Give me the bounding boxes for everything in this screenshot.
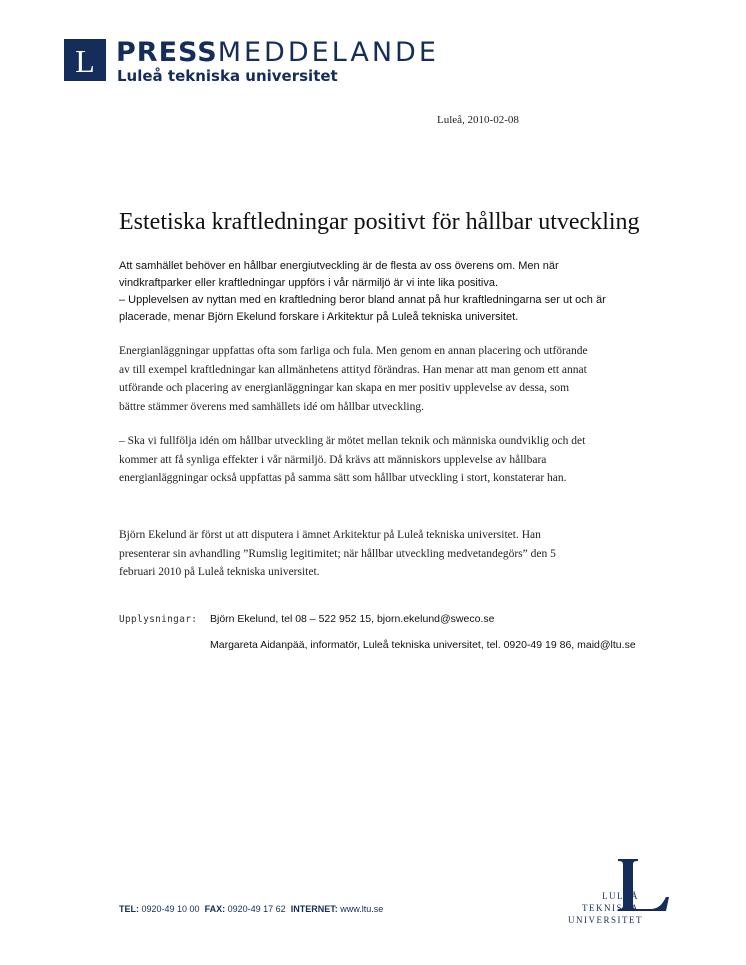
tel-label: TEL: — [119, 904, 139, 914]
paragraph-line: utförande och placering av energianläggningar kan skapa en mer positiv upplevelse av dessa, som — [119, 382, 570, 394]
ingress-line: – Upplevelsen av nyttan med en kraftledning beror bland annat på hur kraftledningarna ser ut och är — [119, 294, 606, 306]
paragraph-line: energianläggningar också uppfattas på samma sätt som hållbar utveckling i stort, konstaterar han. — [119, 472, 567, 484]
footer-contact — [119, 904, 383, 914]
headline: Estetiska kraftledningar positivt för hållbar utveckling — [119, 209, 640, 235]
fax-label: FAX: — [204, 904, 226, 914]
contact-line: Björn Ekelund, tel 08 – 522 952 15, bjorn.ekelund@sweco.se — [210, 613, 495, 625]
body-paragraph — [119, 432, 639, 488]
contact-line: Margareta Aidanpää, informatör, Luleå tekniska universitet, tel. 0920-49 19 86, maid@ltu.se — [210, 639, 636, 651]
footer-logo-line: TEKNISKA — [582, 903, 639, 913]
tel-value: 0920-49 10 00 — [141, 904, 200, 914]
paragraph-line: Energianläggningar uppfattas ofta som farliga och fula. Men genom en annan placering och utförande — [119, 345, 588, 357]
ingress-line: vindkraftparker eller kraftledningar uppförs i vår närmiljö är vi inte lika positiva. — [119, 277, 499, 289]
ingress-line: placerade, menar Björn Ekelund forskare i Arkitektur på Luleå tekniska universitet. — [119, 311, 519, 323]
body-paragraph — [119, 526, 639, 582]
university-name: Luleå tekniska universitet — [117, 67, 338, 85]
paragraph-line: bättre stämmer överens med samhällets idé om hållbar utveckling. — [119, 400, 424, 413]
internet-label: INTERNET: — [290, 904, 338, 914]
ingress-line: Att samhället behöver en hållbar energiutveckling är de flesta av oss överens om. Men när — [119, 260, 559, 272]
paragraph-line: februari 2010 på Luleå tekniska universitet. — [119, 566, 320, 578]
logo-letter: L — [75, 43, 95, 79]
paragraph-line: kommer att få synliga effekter i vår närmiljö. Då krävs att människors upplevelse av hållbara — [119, 453, 547, 466]
release-date: Luleå, 2010-02-08 — [437, 114, 519, 126]
press-bold: PRESS — [116, 37, 218, 68]
paragraph-line: presenterar sin avhandling ”Rumslig legitimitet; när hållbar utveckling medvetandegörs” den 5 — [119, 547, 556, 560]
internet-link[interactable]: www.ltu.se — [340, 904, 384, 914]
paragraph-line: av till exempel kraftledningar kan allmänhetens attityd förändras. Han menar att man genom ett annat — [119, 363, 587, 376]
paragraph-line: Björn Ekelund är först ut att disputera i ämnet Arkitektur på Luleå tekniska universitet. Han — [119, 529, 541, 541]
press-light: MEDDELANDE — [217, 37, 439, 68]
body-paragraph — [119, 342, 639, 416]
contact-label: Upplysningar: — [119, 614, 198, 625]
ltu-logo-box — [64, 39, 106, 81]
fax-value: 0920-49 17 62 — [227, 904, 286, 914]
paragraph-line: – Ska vi fullfölja idén om hållbar utveckling är mötet mellan teknik och människa oundviklig och det — [119, 435, 586, 447]
ltu-logo-l-icon — [64, 39, 106, 81]
press-release-title — [116, 38, 439, 68]
ingress — [119, 258, 639, 326]
footer-logo-line: UNIVERSITET — [568, 915, 643, 925]
footer-logo-line: LULEÅ — [602, 891, 639, 901]
